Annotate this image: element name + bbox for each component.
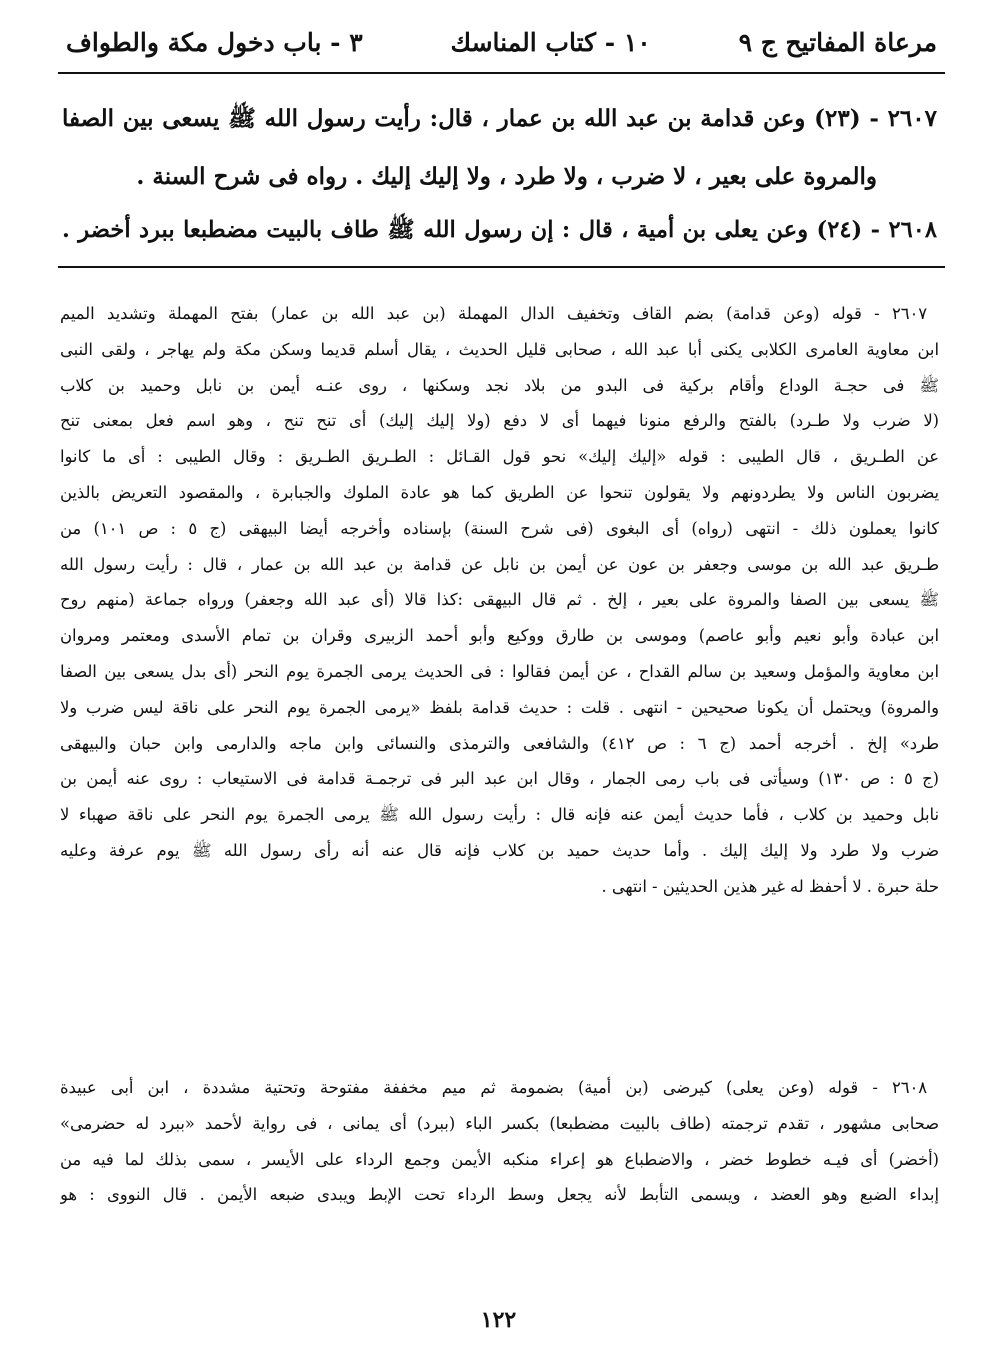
commentary-line: حلة حبرة . لا أحفظ له غير هذين الحديثين - انتهى . <box>601 876 939 896</box>
header-book-volume: مرعاة المفاتيح ج ٩ <box>738 27 937 57</box>
header-kitab: ١٠ - كتاب المناسك <box>450 27 651 57</box>
commentary-2607 <box>60 296 939 905</box>
commentary-line: إبداء الضبع وهو العضد ، ويسمى التأبط لأنه يجعل وسط الرداء تحت الإبط ويبدى ضبعه الأيمن . قال النووى : هو <box>60 1185 939 1205</box>
hadith-2608: ٢٦٠٨ - (٢٤) وعن يعلى بن أمية ، قال : إن رسول الله ﷺ طاف بالبيت مضطبعا ببرد أخضر . <box>62 217 937 243</box>
commentary-line: طرد» إلخ . أخرجه أحمد (ج ٦ : ص ٤١٢) والشافعى والترمذى والنسائى وابن ماجه والدارمى وابن حبان والبيهقى <box>60 733 939 753</box>
commentary-line: نابل وحميد بن كلاب ، فأما حديث أيمن عنه فإنه قال : رأيت رسول الله ﷺ يرمى الجمرة يوم النحر على ناقة صهباء لا <box>60 805 939 825</box>
commentary-line: ﷺ فى حجـة الوداع وأقام بركية فى البدو من بلاد نجد وسكنها ، روى عنـه أيمن بن نابل وحميد بن كلاب <box>60 375 939 395</box>
commentary-line: ضرب ولا طرد ولا إليك إليك . وأما حديث حميد بن كلاب فإنه قال عنه أنه رأى رسول الله ﷺ يوم عرفة وعليه <box>60 840 939 860</box>
hadith-2607-line-1: ٢٦٠٧ - (٢٣) وعن قدامة بن عبد الله بن عمار ، قال: رأيت رسول الله ﷺ يسعى بين الصفا <box>62 105 937 132</box>
hadith-2607-line-2: والمروة على بعير ، لا ضرب ، ولا طرد ، ولا إليك إليك . رواه فى شرح السنة . <box>136 163 877 190</box>
commentary-line: ابن معاوية العامرى الكلابى يكنى أبا عبد الله ، صحابى قليل الحديث ، يقال أسلم قديما وسكن مكة ولم يهاجر ، ولقى النبى <box>60 339 939 359</box>
commentary-line: (لا ضرب ولا طـرد) بالفتح والرفع منونا فيهما أى لا دفع (ولا إليك إليك) أى تنح تنح ، وهو اسم فعل بمعنى تنح <box>60 411 939 431</box>
commentary-line: ٢٦٠٨ - قوله (وعن يعلى) كيرضى (بن أمية) بضمومة ثم ميم مخففة مفتوحة وتحتية مشددة ، ابن أبى عبيدة <box>60 1078 927 1097</box>
commentary-line: كانوا يعملون ذلك - انتهى (رواه) أى البغوى (فى شرح السنة) بإسناده وأخرجه أيضا البيهقى (ج ٥ : ص ١٠١) من <box>60 518 939 538</box>
commentary-line: ٢٦٠٧ - قوله (وعن قدامة) بضم القاف وتخفيف الدال المهملة (بن عبد الله بن عمار) بفتح المهملة وتشديد الميم <box>60 304 927 323</box>
section-rule <box>58 266 945 268</box>
commentary-line: عن الطـريق ، قال الطيبى : قوله «إليك إليك» نحو قول القـائل : الطـريق الطـريق : وقال الطيبى : أى ما كانوا <box>60 447 939 467</box>
commentary-line: (ج ٥ : ص ١٣٠) وسيأتى فى باب رمى الجمار ، وقال ابن عبد البر فى ترجمـة قدامة فى الاستيعاب : روى عنه أيمن بن <box>60 769 939 789</box>
commentary-line: يضربون الناس ولا يطردونهم ولا يقولون تنحوا عن الطريق كما هو عادة الملوك والجبابرة ، والمقصود التعريض بالذين <box>60 482 939 502</box>
commentary-line: صحابى مشهور ، تقدم ترجمته (طاف بالبيت مضطبعا) بكسر الباء (ببرد) أى يمانى ، فى رواية لأحمد «ببرد له حضرمى» <box>60 1113 939 1133</box>
commentary-line: والمروة) ويحتمل أن يكونا صحيحين - انتهى . قلت : حديث قدامة بلفظ «يرمى الجمرة يوم النحر على ناقة ليس ضرب ولا <box>60 697 939 717</box>
commentary-line: ابن عبادة وأبو نعيم وأبو عاصم) وموسى بن طارق ووكيع وأبو أحمد الزبيرى وقران بن تمام الأسدى ومعتمر ومروان <box>60 626 939 646</box>
page-number: ١٢٢ <box>480 1307 517 1333</box>
commentary-line: طـريق عبد الله بن موسى وجعفر بن عون عن أيمن بن نابل عن قدامة بن عبد الله بن عمار ، قال : رأيت رسول الله <box>60 554 939 574</box>
commentary-2608 <box>60 1070 939 1213</box>
commentary-line: (أخضر) أى فيـه خطوط خضر ، والاضطباع هو إعراء منكبه الأيمن وجمع الرداء على الأيسر ، سمى بذلك لما فيه من <box>60 1149 939 1169</box>
running-header <box>66 22 937 62</box>
header-rule <box>58 72 945 74</box>
commentary-line: ابن معاوية والمؤمل وسعيد بن سالم القداح ، عن أيمن فقالوا : فى الحديث يرمى الجمرة يوم النحر (أى بدل يسعى بين الصفا <box>60 661 939 681</box>
commentary-line: ﷺ يسعى بين الصفا والمروة على بعير ، إلخ . ثم قال البيهقى :كذا قالا (أى عبد الله وجعفر) ورواه جماعة (منهم روح <box>60 590 939 610</box>
header-bab: ٣ - باب دخول مكة والطواف <box>66 27 363 57</box>
